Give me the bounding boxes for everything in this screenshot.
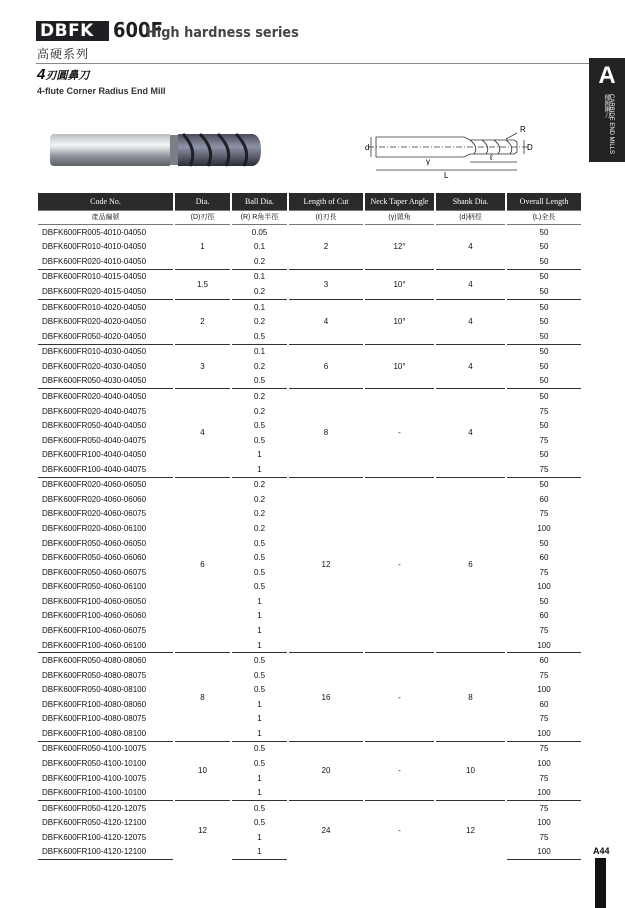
- overall-length-cell: 75: [506, 565, 582, 580]
- overall-length-cell: 50: [506, 477, 582, 492]
- neck-angle-cell: -: [364, 800, 435, 859]
- code-cell: DBFK600FR005-4010-04050: [37, 225, 174, 240]
- column-subheader: (R) R角半徑: [231, 211, 288, 225]
- dia-cell: 3: [174, 344, 231, 389]
- ball-dia-cell: 0.5: [231, 565, 288, 580]
- dia-cell: 8: [174, 653, 231, 741]
- ball-dia-cell: 0.05: [231, 225, 288, 240]
- neck-angle-cell: 10°: [364, 344, 435, 389]
- ball-dia-cell: 0.5: [231, 550, 288, 565]
- table-row: [37, 225, 582, 240]
- ball-dia-cell: 0.5: [231, 800, 288, 815]
- diagram-label-radius: R: [520, 125, 526, 134]
- ball-dia-cell: 1: [231, 697, 288, 712]
- overall-length-cell: 75: [506, 404, 582, 419]
- code-cell: DBFK600FR010-4015-04050: [37, 269, 174, 284]
- overall-length-cell: 75: [506, 433, 582, 448]
- neck-angle-cell: 10°: [364, 269, 435, 299]
- overall-length-cell: 50: [506, 240, 582, 255]
- page-marker: [595, 858, 606, 908]
- tool-title: [37, 66, 89, 83]
- overall-length-cell: 75: [506, 462, 582, 477]
- cut-length-cell: 3: [288, 269, 364, 299]
- ball-dia-cell: 1: [231, 830, 288, 845]
- shank-dia-cell: 4: [435, 344, 506, 389]
- logo-model: 600F: [113, 18, 163, 42]
- ball-dia-cell: 0.5: [231, 653, 288, 668]
- ball-dia-cell: 1: [231, 609, 288, 624]
- diagram-label-cut: ℓ: [490, 153, 493, 162]
- table-body: [37, 225, 582, 860]
- ball-dia-cell: 0.2: [231, 404, 288, 419]
- column-subheader: (L)全長: [506, 211, 582, 225]
- code-cell: DBFK600FR050-4060-06100: [37, 580, 174, 595]
- cut-length-cell: 20: [288, 741, 364, 800]
- ball-dia-cell: 0.1: [231, 240, 288, 255]
- ball-dia-cell: 0.5: [231, 418, 288, 433]
- code-cell: DBFK600FR050-4030-04050: [37, 374, 174, 389]
- ball-dia-cell: 1: [231, 712, 288, 727]
- ball-dia-cell: 0.2: [231, 521, 288, 536]
- column-header: Dia.: [174, 193, 231, 211]
- overall-length-cell: 50: [506, 269, 582, 284]
- shank-dia-cell: 12: [435, 800, 506, 859]
- overall-length-cell: 50: [506, 284, 582, 299]
- ball-dia-cell: 0.5: [231, 682, 288, 697]
- overall-length-cell: 50: [506, 447, 582, 462]
- overall-length-cell: 100: [506, 816, 582, 831]
- code-cell: DBFK600FR010-4010-04050: [37, 240, 174, 255]
- overall-length-cell: 60: [506, 697, 582, 712]
- ball-dia-cell: 0.2: [231, 492, 288, 507]
- header-divider: [36, 63, 589, 64]
- shank-dia-cell: 4: [435, 225, 506, 270]
- overall-length-cell: 75: [506, 668, 582, 683]
- shank-dia-cell: 8: [435, 653, 506, 741]
- ball-dia-cell: 1: [231, 726, 288, 741]
- overall-length-cell: 50: [506, 329, 582, 344]
- dia-cell: 12: [174, 800, 231, 859]
- dia-cell: 1.5: [174, 269, 231, 299]
- overall-length-cell: 50: [506, 254, 582, 269]
- section-label-cn: 桶鎢鋼刀: [603, 94, 609, 118]
- page-number: A44: [593, 846, 610, 856]
- overall-length-cell: 50: [506, 314, 582, 329]
- code-cell: DBFK600FR100-4080-08075: [37, 712, 174, 727]
- cut-length-cell: 16: [288, 653, 364, 741]
- code-cell: DBFK600FR020-4040-04050: [37, 389, 174, 404]
- code-cell: DBFK600FR010-4030-04050: [37, 344, 174, 359]
- code-cell: DBFK600FR020-4060-06050: [37, 477, 174, 492]
- ball-dia-cell: 1: [231, 447, 288, 462]
- neck-angle-cell: 12°: [364, 225, 435, 270]
- table-row: [37, 477, 582, 492]
- code-cell: DBFK600FR050-4040-04050: [37, 418, 174, 433]
- overall-length-cell: 100: [506, 726, 582, 741]
- code-cell: DBFK600FR020-4060-06060: [37, 492, 174, 507]
- code-cell: DBFK600FR100-4060-06050: [37, 594, 174, 609]
- shank-dia-cell: 4: [435, 299, 506, 344]
- code-cell: DBFK600FR050-4120-12100: [37, 816, 174, 831]
- cut-length-cell: 6: [288, 344, 364, 389]
- section-label-en: CARBIDE END MILLS: [608, 94, 614, 155]
- code-cell: DBFK600FR020-4030-04050: [37, 359, 174, 374]
- code-cell: DBFK600FR100-4040-04075: [37, 462, 174, 477]
- overall-length-cell: 100: [506, 580, 582, 595]
- column-subheader: (γ)頸角: [364, 211, 435, 225]
- code-cell: DBFK600FR100-4100-10075: [37, 771, 174, 786]
- dia-cell: 10: [174, 741, 231, 800]
- shank-dia-cell: 4: [435, 389, 506, 477]
- ball-dia-cell: 0.5: [231, 536, 288, 551]
- neck-angle-cell: -: [364, 477, 435, 653]
- overall-length-cell: 100: [506, 638, 582, 653]
- ball-dia-cell: 0.5: [231, 329, 288, 344]
- code-cell: DBFK600FR050-4100-10100: [37, 756, 174, 771]
- neck-angle-cell: 10°: [364, 299, 435, 344]
- overall-length-cell: 75: [506, 771, 582, 786]
- tool-title-cn: 刃圓鼻刀: [45, 70, 90, 82]
- overall-length-cell: 50: [506, 418, 582, 433]
- dia-cell: 6: [174, 477, 231, 653]
- shank-dia-cell: 10: [435, 741, 506, 800]
- column-header: Code No.: [37, 193, 174, 211]
- ball-dia-cell: 0.5: [231, 756, 288, 771]
- header-row: [37, 193, 582, 211]
- code-cell: DBFK600FR020-4015-04050: [37, 284, 174, 299]
- column-subheader: (D)刃徑: [174, 211, 231, 225]
- code-cell: DBFK600FR100-4120-12100: [37, 845, 174, 860]
- overall-length-cell: 75: [506, 623, 582, 638]
- table-row: [37, 653, 582, 668]
- series-title-cn: 高硬系列: [37, 47, 90, 61]
- code-cell: DBFK600FR100-4080-08100: [37, 726, 174, 741]
- ball-dia-cell: 1: [231, 638, 288, 653]
- dia-cell: 2: [174, 299, 231, 344]
- overall-length-cell: 75: [506, 507, 582, 522]
- shank-dia-cell: 6: [435, 477, 506, 653]
- table-row: [37, 389, 582, 404]
- ball-dia-cell: 0.1: [231, 269, 288, 284]
- ball-dia-cell: 1: [231, 462, 288, 477]
- column-header: Overall Length: [506, 193, 582, 211]
- column-subheader: 產品編號: [37, 211, 174, 225]
- tool-subtitle: 4-flute Corner Radius End Mill: [37, 86, 166, 96]
- flute-count: 4: [37, 66, 46, 83]
- ball-dia-cell: 0.1: [231, 299, 288, 314]
- neck-angle-cell: -: [364, 389, 435, 477]
- code-cell: DBFK600FR050-4020-04050: [37, 329, 174, 344]
- ball-dia-cell: 0.2: [231, 477, 288, 492]
- spec-table: [36, 193, 583, 860]
- ball-dia-cell: 0.5: [231, 374, 288, 389]
- table-row: [37, 299, 582, 314]
- code-cell: DBFK600FR100-4060-06100: [37, 638, 174, 653]
- code-cell: DBFK600FR100-4100-10100: [37, 785, 174, 800]
- ball-dia-cell: 0.2: [231, 507, 288, 522]
- code-cell: DBFK600FR100-4080-08060: [37, 697, 174, 712]
- section-tab: [589, 58, 625, 162]
- code-cell: DBFK600FR050-4080-08075: [37, 668, 174, 683]
- overall-length-cell: 75: [506, 741, 582, 756]
- ball-dia-cell: 0.2: [231, 389, 288, 404]
- overall-length-cell: 50: [506, 374, 582, 389]
- ball-dia-cell: 0.5: [231, 816, 288, 831]
- dia-cell: 1: [174, 225, 231, 270]
- overall-length-cell: 75: [506, 800, 582, 815]
- code-cell: DBFK600FR100-4120-12075: [37, 830, 174, 845]
- column-header: Shank Dia.: [435, 193, 506, 211]
- overall-length-cell: 50: [506, 536, 582, 551]
- code-cell: DBFK600FR050-4120-12075: [37, 800, 174, 815]
- cut-length-cell: 12: [288, 477, 364, 653]
- column-header: Neck Taper Angle: [364, 193, 435, 211]
- ball-dia-cell: 0.5: [231, 741, 288, 756]
- code-cell: DBFK600FR100-4040-04050: [37, 447, 174, 462]
- dimension-diagram: [364, 122, 534, 180]
- series-title: High hardness series: [146, 25, 299, 41]
- code-cell: DBFK600FR020-4020-04050: [37, 314, 174, 329]
- ball-dia-cell: 0.1: [231, 344, 288, 359]
- cut-length-cell: 24: [288, 800, 364, 859]
- overall-length-cell: 60: [506, 550, 582, 565]
- ball-dia-cell: 0.2: [231, 254, 288, 269]
- overall-length-cell: 100: [506, 756, 582, 771]
- overall-length-cell: 60: [506, 653, 582, 668]
- table-row: [37, 741, 582, 756]
- code-cell: DBFK600FR020-4040-04075: [37, 404, 174, 419]
- overall-length-cell: 50: [506, 225, 582, 240]
- table-row: [37, 800, 582, 815]
- overall-length-cell: 50: [506, 594, 582, 609]
- section-letter: A: [598, 62, 616, 89]
- diagram-label-angle: γ: [426, 157, 430, 166]
- table-row: [37, 344, 582, 359]
- code-cell: DBFK600FR050-4040-04075: [37, 433, 174, 448]
- diagram-label-shank: d: [365, 143, 370, 152]
- ball-dia-cell: 0.5: [231, 668, 288, 683]
- neck-angle-cell: -: [364, 741, 435, 800]
- ball-dia-cell: 0.5: [231, 580, 288, 595]
- overall-length-cell: 75: [506, 830, 582, 845]
- overall-length-cell: 100: [506, 521, 582, 536]
- diagram-label-length: L: [444, 171, 449, 180]
- code-cell: DBFK600FR010-4020-04050: [37, 299, 174, 314]
- overall-length-cell: 100: [506, 845, 582, 860]
- code-cell: DBFK600FR050-4100-10075: [37, 741, 174, 756]
- cut-length-cell: 8: [288, 389, 364, 477]
- overall-length-cell: 50: [506, 344, 582, 359]
- ball-dia-cell: 1: [231, 594, 288, 609]
- cut-length-cell: 2: [288, 225, 364, 270]
- column-subheader: (d)柄徑: [435, 211, 506, 225]
- code-cell: DBFK600FR050-4060-06075: [37, 565, 174, 580]
- overall-length-cell: 100: [506, 785, 582, 800]
- table-row: [37, 269, 582, 284]
- logo-code: DBFK: [40, 21, 94, 41]
- overall-length-cell: 50: [506, 389, 582, 404]
- code-cell: DBFK600FR050-4060-06050: [37, 536, 174, 551]
- code-cell: DBFK600FR020-4060-06100: [37, 521, 174, 536]
- cut-length-cell: 4: [288, 299, 364, 344]
- column-header: Length of Cut: [288, 193, 364, 211]
- ball-dia-cell: 1: [231, 771, 288, 786]
- code-cell: DBFK600FR050-4060-06060: [37, 550, 174, 565]
- code-cell: DBFK600FR100-4060-06075: [37, 623, 174, 638]
- overall-length-cell: 50: [506, 299, 582, 314]
- column-subheader: (ℓ)刃長: [288, 211, 364, 225]
- neck-angle-cell: -: [364, 653, 435, 741]
- column-header: Ball Dia.: [231, 193, 288, 211]
- overall-length-cell: 50: [506, 359, 582, 374]
- overall-length-cell: 60: [506, 492, 582, 507]
- code-cell: DBFK600FR050-4080-08060: [37, 653, 174, 668]
- ball-dia-cell: 0.2: [231, 314, 288, 329]
- code-cell: DBFK600FR100-4060-06060: [37, 609, 174, 624]
- code-cell: DBFK600FR050-4080-08100: [37, 682, 174, 697]
- overall-length-cell: 60: [506, 609, 582, 624]
- end-mill-photo: [48, 128, 263, 172]
- overall-length-cell: 100: [506, 682, 582, 697]
- overall-length-cell: 75: [506, 712, 582, 727]
- shank-dia-cell: 4: [435, 269, 506, 299]
- dia-cell: 4: [174, 389, 231, 477]
- code-cell: DBFK600FR020-4060-06075: [37, 507, 174, 522]
- ball-dia-cell: 1: [231, 845, 288, 860]
- subheader-row: [37, 211, 582, 225]
- ball-dia-cell: 0.2: [231, 359, 288, 374]
- code-cell: DBFK600FR020-4010-04050: [37, 254, 174, 269]
- diagram-label-dia: D: [527, 143, 533, 152]
- ball-dia-cell: 1: [231, 785, 288, 800]
- ball-dia-cell: 0.2: [231, 284, 288, 299]
- ball-dia-cell: 1: [231, 623, 288, 638]
- ball-dia-cell: 0.5: [231, 433, 288, 448]
